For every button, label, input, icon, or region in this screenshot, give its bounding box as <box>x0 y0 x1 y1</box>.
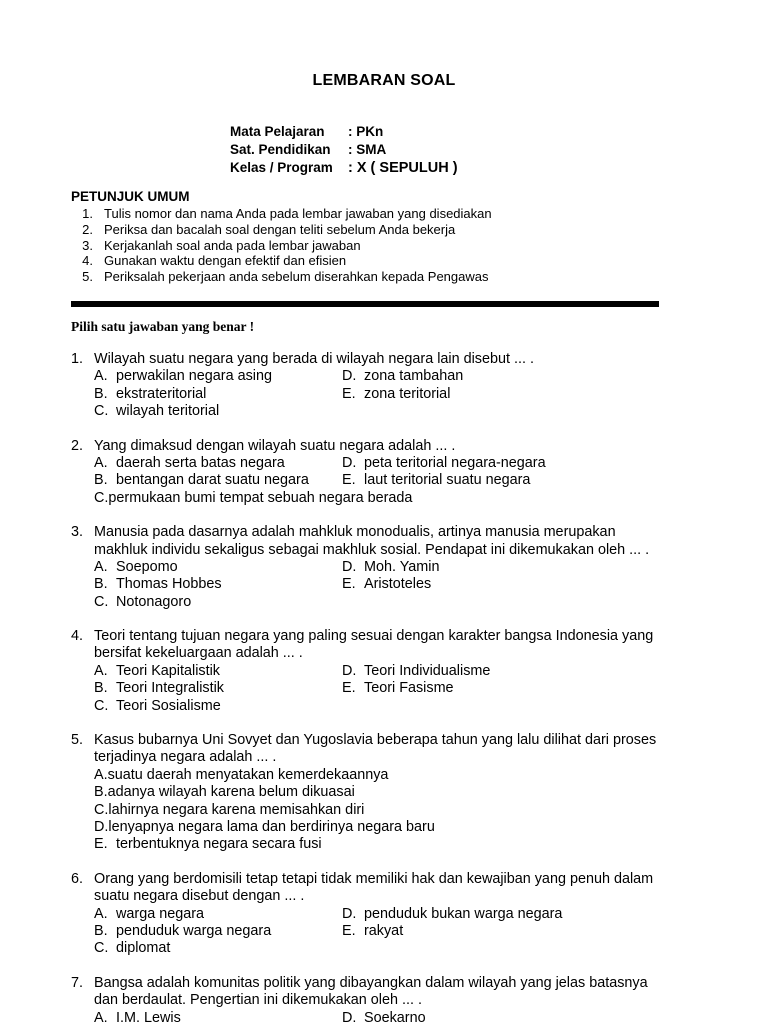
option-text: diplomat <box>116 940 171 957</box>
answer-options <box>71 1010 751 1027</box>
option-letter: A. <box>94 766 108 783</box>
option-letter: B. <box>94 922 108 939</box>
option-text: zona teritorial <box>364 385 451 402</box>
question <box>71 351 751 421</box>
question <box>71 732 751 854</box>
option-text: Teori Sosialisme <box>116 697 221 714</box>
option-letter: C. <box>94 697 109 714</box>
option-letter: C. <box>94 593 109 610</box>
answer-option <box>94 940 342 956</box>
option-text: Teori Fasisme <box>364 680 454 697</box>
question-text: Yang dimaksud dengan wilayah suatu negara adalah ... . <box>94 437 456 454</box>
option-letter: E. <box>342 576 356 593</box>
meta-row <box>230 160 458 178</box>
option-row <box>94 472 751 489</box>
option-letter: D. <box>342 558 357 575</box>
option-text: wilayah teritorial <box>116 403 220 420</box>
option-letter: E. <box>94 836 108 853</box>
question-number: 5. <box>71 732 84 749</box>
option-letter: C. <box>94 801 109 818</box>
option-text: Teori Integralistik <box>116 680 224 697</box>
option-letter: E. <box>342 680 356 697</box>
answer-option <box>94 663 342 679</box>
option-text: adanya wilayah karena belum dikuasai <box>107 784 355 801</box>
option-row <box>94 698 751 715</box>
option-text: Moh. Yamin <box>364 558 440 575</box>
option-text: rakyat <box>364 922 404 939</box>
option-row <box>94 403 751 420</box>
meta-label: Kelas / Program <box>230 160 333 175</box>
answer-option <box>94 559 342 575</box>
instruction-number: 1. <box>82 206 93 221</box>
option-text: peta teritorial negara-negara <box>364 454 546 471</box>
option-letter: D. <box>342 662 357 679</box>
option-row <box>94 1010 751 1027</box>
meta-value: : SMA <box>348 142 387 157</box>
option-letter: A. <box>94 368 108 385</box>
question-line <box>71 351 751 368</box>
option-text: Soepomo <box>116 558 178 575</box>
option-letter: B. <box>94 472 108 489</box>
meta-label: Sat. Pendidikan <box>230 142 331 157</box>
option-text: laut teritorial suatu negara <box>364 472 531 489</box>
instruction-item <box>71 269 492 285</box>
answer-option <box>94 836 342 852</box>
question-instruction: Pilih satu jawaban yang benar ! <box>71 319 255 334</box>
answer-option <box>94 576 342 592</box>
answer-option <box>342 368 590 384</box>
answer-options <box>71 559 751 611</box>
instructions-heading: PETUNJUK UMUM <box>71 189 190 204</box>
option-text: Teori Individualisme <box>364 662 491 679</box>
option-text: Soekarno <box>364 1009 426 1026</box>
question-number: 1. <box>71 351 84 367</box>
general-instructions <box>71 189 492 285</box>
answer-option <box>94 801 365 818</box>
instructions-list <box>71 206 492 285</box>
question-text: bersifat kekeluargaan adalah ... . <box>94 645 303 662</box>
question-text: dan berdaulat. Pengertian ini dikemukakan oleh ... . <box>94 992 422 1009</box>
question-line <box>71 732 751 749</box>
option-letter: E. <box>342 385 356 402</box>
horizontal-divider <box>71 301 659 307</box>
option-text: bentangan darat suatu negara <box>116 472 309 489</box>
meta-value: : X ( SEPULUH ) <box>348 160 458 176</box>
question-line <box>71 975 751 992</box>
question-text: Orang yang berdomisili tetap tetapi tidak memiliki hak dan kewajiban yang penuh dalam <box>94 870 654 887</box>
option-text: lahirnya negara karena memisahkan diri <box>108 801 365 818</box>
option-row <box>94 368 751 385</box>
instruction-item <box>71 222 492 238</box>
option-row <box>94 455 751 472</box>
option-row <box>94 784 751 801</box>
question-text: Kasus bubarnya Uni Sovyet dan Yugoslavia beberapa tahun yang lalu dilihat dari proses <box>94 732 657 749</box>
option-row <box>94 923 751 940</box>
option-letter: C. <box>94 489 109 506</box>
option-row <box>94 767 751 784</box>
instruction-number: 3. <box>82 237 93 253</box>
answer-option <box>342 663 590 679</box>
answer-option <box>94 906 342 922</box>
question <box>71 871 751 958</box>
option-row <box>94 836 751 853</box>
instruction-item <box>71 206 492 222</box>
answer-option <box>342 559 590 575</box>
question <box>71 975 751 1027</box>
answer-option <box>342 1010 590 1026</box>
option-letter: A. <box>94 905 108 922</box>
option-text: penduduk warga negara <box>116 922 272 939</box>
option-letter: D. <box>342 368 357 385</box>
option-text: I.M. Lewis <box>116 1009 181 1026</box>
option-row <box>94 940 751 957</box>
answer-option <box>342 923 590 939</box>
option-letter: B. <box>94 680 108 697</box>
option-text: penduduk bukan warga negara <box>364 905 563 922</box>
option-row <box>94 819 751 836</box>
option-letter: B. <box>94 784 108 801</box>
question-text: Bangsa adalah komunitas politik yang dibayangkan dalam wilayah yang jelas batasnya <box>94 974 648 991</box>
option-letter: C. <box>94 940 109 957</box>
question-list <box>71 351 751 1027</box>
meta-label: Mata Pelajaran <box>230 124 325 139</box>
instruction-item <box>71 253 492 269</box>
option-row <box>94 559 751 576</box>
instruction-text: Periksalah pekerjaan anda sebelum diserahkan kepada Pengawas <box>104 269 489 285</box>
option-text: warga negara <box>116 905 205 922</box>
option-letter: E. <box>342 922 356 939</box>
option-row <box>94 680 751 697</box>
option-text: suatu daerah menyatakan kemerdekaannya <box>107 766 389 783</box>
instruction-text: Periksa dan bacalah soal dengan teliti sebelum Anda bekerja <box>104 221 456 237</box>
answer-options <box>71 767 751 854</box>
question-text: Wilayah suatu negara yang berada di wilayah negara lain disebut ... . <box>94 351 534 367</box>
question-line <box>71 438 751 455</box>
option-row <box>94 490 751 507</box>
option-row <box>94 386 751 403</box>
instruction-text: Kerjakanlah soal anda pada lembar jawaban <box>104 237 361 253</box>
question-text: suatu negara disebut dengan ... . <box>94 888 305 905</box>
option-text: Teori Kapitalistik <box>116 662 220 679</box>
option-row <box>94 906 751 923</box>
question-text: Teori tentang tujuan negara yang paling sesuai dengan karakter bangsa Indonesia yang <box>94 628 654 645</box>
question-number: 3. <box>71 524 84 541</box>
answer-option <box>342 906 590 922</box>
question-text: makhluk individu sekaligus sebagai makhluk sosial. Pendapat ini dikemukakan oleh ... . <box>94 541 650 558</box>
answer-option <box>94 923 342 939</box>
meta-value: : PKn <box>348 124 384 139</box>
question-line <box>71 871 751 888</box>
answer-option <box>94 594 342 610</box>
option-letter: D. <box>342 905 357 922</box>
option-letter: D. <box>342 454 357 471</box>
answer-option <box>94 368 342 384</box>
option-row <box>94 802 751 819</box>
question-number: 7. <box>71 974 84 991</box>
answer-option <box>342 472 590 488</box>
question-number: 4. <box>71 628 84 645</box>
question-text: Manusia pada dasarnya adalah mahkluk monodualis, artinya manusia merupakan <box>94 524 616 541</box>
answer-option <box>94 403 342 419</box>
option-letter: B. <box>94 576 108 593</box>
answer-option <box>342 386 590 402</box>
question <box>71 628 751 715</box>
option-letter: E. <box>342 472 356 489</box>
question <box>71 524 751 611</box>
answer-option <box>94 680 342 696</box>
question-line <box>71 628 751 645</box>
answer-option <box>94 766 389 783</box>
option-text: Notonagoro <box>116 593 192 610</box>
subject-info <box>230 124 458 178</box>
answer-option <box>94 818 435 835</box>
answer-options <box>71 906 751 958</box>
meta-row <box>230 142 458 160</box>
option-text: perwakilan negara asing <box>116 368 272 385</box>
option-letter: A. <box>94 454 108 471</box>
answer-options <box>71 368 751 420</box>
option-text: ekstrateritorial <box>116 385 207 402</box>
question <box>71 438 751 508</box>
option-letter: D. <box>94 818 109 835</box>
answer-option <box>94 386 342 402</box>
answer-option <box>94 472 342 488</box>
option-letter: A. <box>94 662 108 679</box>
option-text: Aristoteles <box>364 576 432 593</box>
answer-option <box>94 1010 342 1026</box>
instruction-number: 2. <box>82 221 93 237</box>
document-title: LEMBARAN SOAL <box>312 72 456 89</box>
answer-options <box>71 663 751 715</box>
answer-option <box>342 455 590 471</box>
option-text: lenyapnya negara lama dan berdirinya negara baru <box>108 818 435 835</box>
question-number: 6. <box>71 870 84 887</box>
instruction-number: 4. <box>82 253 93 269</box>
instruction-number: 5. <box>82 269 93 285</box>
instruction-text: Tulis nomor dan nama Anda pada lembar jawaban yang disediakan <box>104 206 492 221</box>
option-row <box>94 576 751 593</box>
option-text: zona tambahan <box>364 368 464 385</box>
answer-option <box>94 455 342 471</box>
instruction-text: Gunakan waktu dengan efektif dan efisien <box>104 253 347 269</box>
option-text: terbentuknya negara secara fusi <box>116 836 322 853</box>
option-letter: B. <box>94 385 108 402</box>
question-line <box>71 524 751 541</box>
answer-option <box>94 698 342 714</box>
answer-options <box>71 455 751 507</box>
option-letter: D. <box>342 1009 357 1026</box>
option-letter: C. <box>94 403 109 420</box>
answer-option <box>94 489 413 506</box>
option-text: daerah serta batas negara <box>116 454 285 471</box>
instruction-item <box>71 238 492 254</box>
answer-option <box>94 784 355 801</box>
question-text: terjadinya negara adalah ... . <box>94 749 277 766</box>
option-letter: A. <box>94 1009 108 1026</box>
option-letter: A. <box>94 558 108 575</box>
answer-option <box>342 576 590 592</box>
option-row <box>94 663 751 680</box>
meta-row <box>230 124 458 142</box>
option-row <box>94 594 751 611</box>
option-text: Thomas Hobbes <box>116 576 222 593</box>
answer-option <box>342 680 590 696</box>
option-text: permukaan bumi tempat sebuah negara berada <box>108 489 413 506</box>
question-number: 2. <box>71 437 84 454</box>
